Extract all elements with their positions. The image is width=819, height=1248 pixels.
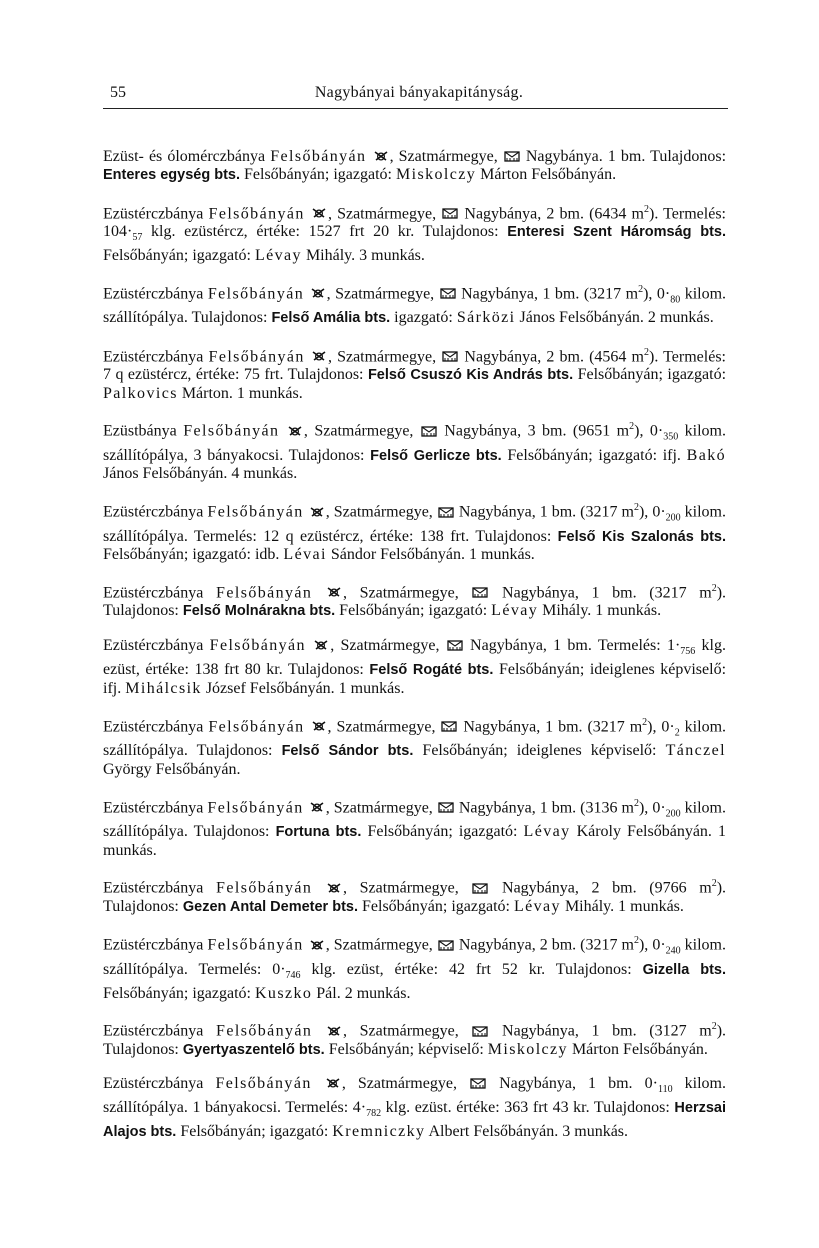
entry-text: Nagybánya, 3 bm. (9651 m [437,422,630,440]
mine-entry [103,875,726,916]
spaced-name: Felsőbányán [207,284,305,302]
entry-text: , Szatmármegye, [330,637,446,655]
entry-text: Károly Felsőbányán. 1 munkás. [103,822,726,859]
entry-text: Felsőbányán; igazgató: [103,246,255,264]
entry-text [312,1075,324,1092]
spaced-name: Palkovics [103,384,178,402]
entry-text: Felsőbányán; igazgató: ifj. [501,446,687,464]
spaced-name: Felsőbányán [216,1022,313,1040]
entry-text: Nagybánya. 1 bm. Tulajdonos: [520,148,727,165]
mine-entry [103,281,726,328]
company-name: Gizella bts. [642,961,727,978]
entry-text: 2 [643,203,649,215]
entry-text [304,799,308,816]
mine-entry [103,932,726,1002]
spaced-name: Felsőbányán [209,637,306,655]
page-header [110,84,728,110]
entry-text: Nagybánya, 1 bm. (3217 m [456,284,639,302]
entry-text: Nagybánya, 1 bm. 0· [487,1075,658,1093]
entry-text: ), 0· [638,798,666,816]
entry-text: , Szatmármegye, [326,284,439,302]
entry-text: József Felsőbányán. 1 munkás. [201,679,405,697]
post-office-icon [472,882,488,894]
company-name: Felső Csuszó Kis András bts. [367,366,574,383]
company-name: Enteres egység bts. [103,166,240,183]
mine-entry [103,418,726,483]
entry-text: Ezüst- és ólomérczbánya [103,148,271,165]
mine-entry [103,637,726,698]
mine-entry [103,795,726,860]
mine-symbol-icon [311,350,327,362]
spaced-name: Miskolczy [395,165,477,183]
entry-text: ). Tulajdonos: [103,879,727,915]
entry-text: 782 [366,1108,382,1120]
post-office-icon [438,801,454,813]
entry-text: ), 0· [643,284,671,302]
entry-text: 200 [665,512,681,524]
entry-text: 2 [642,716,648,728]
post-office-icon [438,506,454,518]
entry-text: Felsőbányán; igazgató: [361,822,524,840]
spaced-name: Lévay [491,602,539,620]
spaced-name: Lévai [283,546,327,564]
mine-symbol-icon [325,1077,341,1089]
entry-text [304,285,308,302]
entry-text: , Szatmármegye, [327,717,441,735]
company-name: Felső Gerlicze bts. [370,447,502,464]
spaced-name: Sárközi [456,308,516,326]
entry-text: , Szatmármegye, [389,148,503,165]
entry-text: , Szatmármegye, [341,1075,470,1093]
post-office-icon [441,720,457,732]
spaced-name: Miskolczy [487,1040,568,1058]
mine-entry [103,344,726,403]
entry-text [304,937,308,954]
post-office-icon [504,150,520,162]
entry-text: 2 [629,421,635,433]
entry-text: 2 [633,797,639,809]
entry-text [312,584,325,601]
entry-text: , Szatmármegye, [303,422,420,440]
mine-symbol-icon [326,882,342,894]
mine-symbol-icon [309,801,325,813]
mine-entry [103,714,726,779]
entry-text: Nagybánya, 1 bm. (3217 m [454,503,634,521]
entry-text: Felsőbányán; igazgató: [573,365,727,383]
company-name: Fortuna bts. [275,823,362,840]
entry-text: Felsőbányán; igazgató: [176,1123,333,1141]
entry-text: Ezüstbánya [103,422,184,440]
entry-text: Felsőbányán; igazgató: [358,897,514,915]
spaced-name: Lévay [513,897,561,915]
entry-text: 240 [665,945,681,957]
spaced-name: Felsőbányán [215,1075,312,1093]
entry-text: kilom. szállítópálya. Termelés: 12 q ezüstércz, értéke: 138 frt. Tulajdonos: [103,503,726,545]
post-office-icon [442,207,458,219]
entry-text: 80 [670,294,681,306]
entry-text [279,423,285,440]
mine-symbol-icon [373,150,389,162]
entry-text: kilom. szállítópálya. Tulajdonos: [103,284,727,326]
entry-text: Felsőbányán; igazgató: [240,165,396,183]
entry-text: ), 0· [634,422,664,440]
entry-text [366,148,371,165]
company-name: Felső Amália bts. [271,309,391,326]
mine-symbol-icon [287,425,303,437]
entry-text: Ezüstérczbánya [103,879,217,897]
entry-text: 2 [633,935,639,947]
post-office-icon [438,939,454,951]
company-name: Felső Rogáté bts. [369,662,494,679]
entry-text: 350 [663,431,679,443]
mine-entry [103,499,726,564]
post-office-icon [472,1025,488,1037]
entry-text: Felsőbányán; ideiglenes képviselő: [413,741,666,759]
entry-text: 2 [711,583,717,595]
entry-text: János Felsőbányán. 2 munkás. [515,308,714,326]
company-name: Gezen Antal Demeter bts. [182,898,358,915]
company-name: Gyertyaszentelő bts. [182,1041,325,1058]
spaced-name: Bakó [686,446,726,464]
company-name: Felső Kis Szalonás bts. [557,528,726,545]
entry-text: Mihály. 1 munkás. [538,602,662,620]
entry-text [305,205,310,222]
entry-text: György Felsőbányán. [103,760,241,778]
entry-text: Nagybánya, 1 bm. (3217 m [489,584,712,602]
header-rule [103,108,728,109]
entry-text: Ezüstérczbánya [103,284,208,302]
entry-text: kilom. szállítópálya. Termelés: 0· [103,936,726,978]
mine-entry [103,1075,726,1142]
entry-text: ). Tulajdonos: [103,1022,727,1058]
entry-text: ). Termelés: 7 q ezüstércz, értéke: 75 frt. Tulajdonos: [103,347,727,383]
spaced-name: Felsőbányán [208,204,305,222]
spaced-name: Felsőbányán [216,584,313,602]
entry-text: Nagybánya, 2 bm. (3217 m [454,936,634,954]
entry-text: Ezüstérczbánya [103,503,208,521]
entry-text: Felsőbányán; igazgató: [103,984,255,1002]
entry-text: ), 0· [638,936,666,954]
entry-text: kilom. szállítópálya. Tulajdonos: [103,717,727,759]
post-office-icon [440,287,456,299]
entry-text: Ezüstérczbánya [103,1022,217,1040]
entry-text: Márton Felsőbányán. [567,1040,708,1058]
entry-text: klg. ezüst, értéke: 42 frt 52 kr. Tulajdonos: [300,960,643,978]
entry-text: Albert Felsőbányán. 3 munkás. [425,1123,629,1141]
spaced-name: Felsőbányán [207,503,304,521]
mine-symbol-icon [310,287,326,299]
entry-text: 200 [665,808,681,820]
mine-entry [103,148,726,185]
mine-symbol-icon [313,639,329,651]
entry-text: , Szatmármegye, [327,347,442,365]
entry-text: , Szatmármegye, [325,798,437,816]
entry-text: Márton. 1 munkás. [177,384,303,402]
entry-text: Nagybánya, 2 bm. (9766 m [489,879,712,897]
mine-symbol-icon [311,207,327,219]
entry-text: ). Termelés: 104· [103,204,727,240]
entry-text: Ezüstérczbánya [103,1075,216,1093]
entry-text: Felsőbányán; ideiglenes képviselő: ifj. [103,661,727,697]
entry-text: 746 [285,969,301,981]
spaced-name: Kuszko [254,984,313,1002]
post-office-icon [421,425,437,437]
spaced-name: Felsőbányán [207,798,304,816]
entry-text: Ezüstérczbánya [103,637,210,655]
mine-entry [103,201,726,265]
entry-text [305,718,310,735]
mine-symbol-icon [326,1025,342,1037]
company-name: Enteresi Szent Háromság bts. [507,223,727,240]
entry-text: 2 [674,727,680,739]
entry-text: klg. ezüst, értéke: 138 frt 80 kr. Tulajdonos: [103,637,727,679]
entry-text: 2 [633,502,639,514]
entry-text: János Felsőbányán. 4 munkás. [103,465,298,483]
mine-symbol-icon [311,720,327,732]
mine-entry [103,1018,726,1059]
entry-text: Mihály. 3 munkás. [301,246,425,264]
entry-text: klg. ezüstércz, értéke: 1527 frt 20 kr. Tulajdonos: [142,222,508,240]
entry-text [312,1023,325,1040]
spaced-name: Lévay [523,822,571,840]
entry-text: 2 [638,283,644,295]
entry-text: 2 [643,346,649,358]
entry-text: 756 [680,646,696,658]
mine-entry-list [103,132,726,1142]
post-office-icon [442,350,458,362]
page-number: 55 [110,84,126,101]
entry-text: ). Tulajdonos: [103,584,727,620]
entry-text: , Szatmármegye, [325,503,437,521]
entry-text: Nagybánya, 2 bm. (6434 m [459,204,644,222]
mine-entry [103,580,726,621]
entry-text: Nagybánya, 1 bm. Termelés: 1· [463,637,681,655]
entry-text: Ezüstérczbánya [103,204,209,222]
company-name: Herzsai Alajos bts. [103,1100,726,1141]
entry-text: Nagybánya, 1 bm. (3127 m [489,1022,712,1040]
entry-text: kilom. szállítópálya, 3 bányakocsi. Tulajdonos: [103,422,726,464]
entry-text: ), 0· [638,503,666,521]
entry-text: , Szatmármegye, [325,936,437,954]
entry-text [304,504,308,521]
entry-text: igazgató: [390,308,457,326]
entry-text: klg. ezüst. értéke: 363 frt 43 kr. Tulajdonos: [381,1099,675,1117]
spaced-name: Felsőbányán [208,717,305,735]
post-office-icon [470,1077,486,1089]
entry-text: 2 [711,878,717,890]
entry-text: Ezüstérczbánya [103,936,208,954]
entry-text: Mihály. 1 munkás. [560,897,684,915]
mine-symbol-icon [309,939,325,951]
running-title: Nagybányai bányakapitányság. [314,84,524,101]
entry-text: Nagybánya, 1 bm. (3217 m [458,717,643,735]
spaced-name: Felsőbányán [270,148,367,165]
post-office-icon [447,639,463,651]
entry-text: , Szatmármegye, [327,204,442,222]
mine-symbol-icon [309,506,325,518]
entry-text: Felsőbányán; képviselő: [324,1040,488,1058]
entry-text [305,348,310,365]
entry-text: Pál. 2 munkás. [312,984,411,1002]
entry-text: Ezüstérczbánya [103,798,208,816]
spaced-name: Felsőbányán [207,936,304,954]
entry-text: 2 [711,1021,717,1033]
spaced-name: Felsőbányán [183,422,280,440]
entry-text: ), 0· [647,717,675,735]
spaced-name: Kremniczky [332,1123,426,1141]
entry-text: Sándor Felsőbányán. 1 munkás. [326,546,535,564]
entry-text: kilom. szállítópálya. 1 bányakocsi. Termelés: 4· [103,1075,726,1117]
entry-text: 110 [657,1084,673,1096]
entry-text: Ezüstérczbánya [103,584,217,602]
entry-text: Nagybánya, 2 bm. (4564 m [459,347,644,365]
spaced-name: Felsőbányán [208,347,305,365]
entry-text: kilom. szállítópálya. Tulajdonos: [103,798,726,840]
spaced-name: Mihálcsik [125,679,202,697]
entry-text [306,637,312,654]
entry-text: Felsőbányán; igazgató: [335,602,492,620]
entry-text: , Szatmármegye, [342,584,472,602]
entry-text: , Szatmármegye, [342,879,472,897]
mine-symbol-icon [326,586,342,598]
entry-text: Ezüstérczbánya [103,717,209,735]
entry-text: Márton Felsőbányán. [476,165,617,183]
entry-text [312,880,325,897]
entry-text: Nagybánya, 1 bm. (3136 m [454,798,634,816]
company-name: Felső Sándor bts. [281,742,414,759]
spaced-name: Tánczel [665,741,726,759]
spaced-name: Lévay [254,246,302,264]
spaced-name: Felsőbányán [216,879,313,897]
post-office-icon [472,586,488,598]
entry-text: 57 [132,231,143,243]
company-name: Felső Molnárakna bts. [182,603,336,620]
entry-text: Felsőbányán; igazgató: idb. [103,546,284,564]
entry-text: , Szatmármegye, [342,1022,472,1040]
entry-text: Ezüstérczbánya [103,347,209,365]
